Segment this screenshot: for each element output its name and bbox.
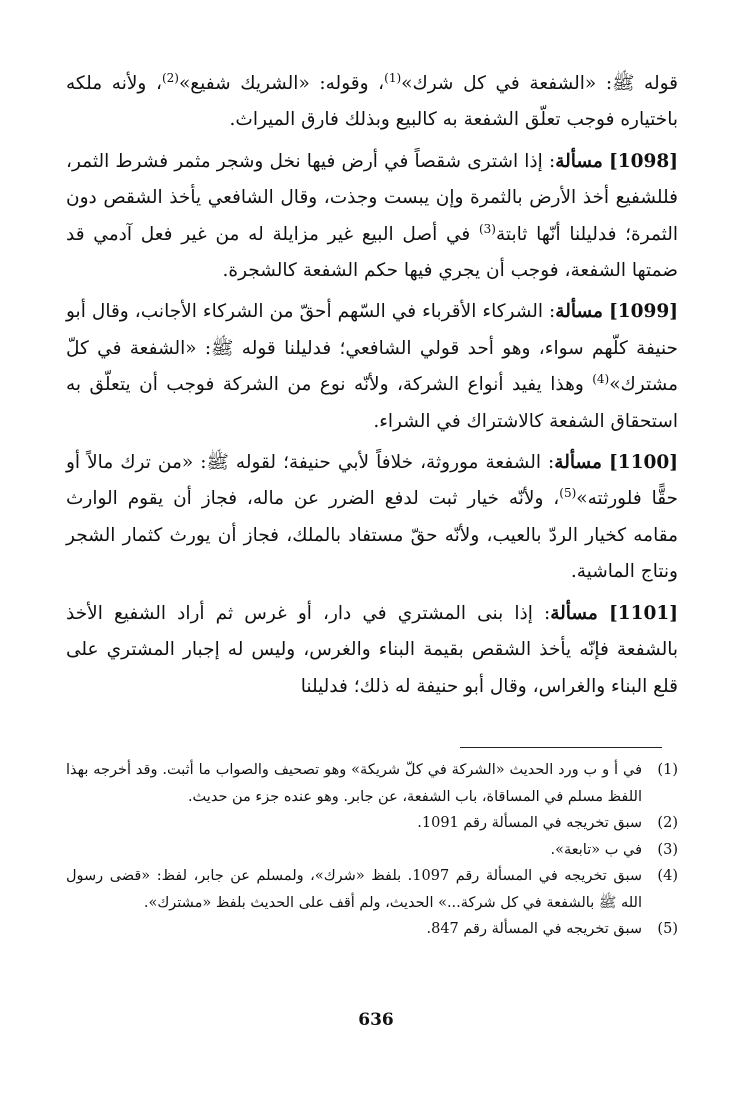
intro-paragraph — [66, 66, 678, 139]
footnote-ref-4[interactable]: (4) — [592, 372, 610, 387]
question-1100 — [66, 445, 678, 591]
intro-text-1: قوله ﷺ: «الشفعة في كل شرك» — [401, 73, 679, 94]
question-number: [1098] — [608, 150, 678, 172]
page-number: 636 — [358, 1010, 394, 1030]
footnote-5 — [66, 916, 678, 943]
footnote-ref-2[interactable]: (2) — [161, 70, 179, 85]
question-text-1: : الشركاء الأقرباء في السّهم أحقّ من الشركاء الأجانب، وقال أبو حنيفة كلّهم سواء، وهو أحد قولي الشافعي؛ فدليلنا قوله ﷺ: «الشفعة في كلّ مشترك» — [66, 301, 678, 396]
footnote-text: في أ و ب ورد الحديث «الشركة في كلّ شريكة» وهو تصحيف والصواب ما أثبت. وقد أخرجه بهذا اللفظ مسلم في المساقاة، باب الشفعة، عن جابر. وهو عنده جزء من حديث. — [66, 762, 642, 805]
footnote-number: (2) — [657, 815, 678, 831]
question-text-2: ، ولأنّه خيار ثبت لدفع الضرر عن ماله، فجاز أن يقوم الوارث مقامه كخيار الردّ بالعيب، ولأنّه حقّ مستفاد بالملك، فجاز أن يورث كثمار الشجر ونتاج الماشية. — [66, 488, 678, 583]
question-number: [1100] — [608, 452, 678, 474]
footnote-number: (1) — [657, 762, 678, 778]
question-text-2: في أصل البيع غير مزايلة له من غير فعل آدمي قد ضمتها الشفعة، فوجب أن يجري فيها حكم الشفعة كالشجرة. — [66, 223, 678, 282]
intro-text-3: ، ولأنه ملكه باختياره فوجب تعلّق الشفعة به كالبيع وبذلك فارق الميراث. — [66, 73, 678, 131]
main-text — [66, 66, 678, 710]
footnote-3 — [66, 837, 678, 864]
footnote-ref-5[interactable]: (5) — [559, 486, 577, 501]
footnote-ref-3[interactable]: (3) — [478, 221, 496, 236]
question-1101 — [66, 596, 678, 705]
footnote-text: سبق تخريجه في المسألة رقم 847. — [426, 921, 642, 937]
question-label: مسألة — [550, 602, 598, 624]
footnote-text: سبق تخريجه في المسألة رقم 1091. — [417, 815, 642, 831]
footnote-number: (3) — [657, 841, 678, 858]
footnote-number: (5) — [657, 921, 678, 937]
question-text-1: : الشفعة موروثة، خلافاً لأبي حنيفة؛ لقوله ﷺ: «من ترك مالاً أو حقًّا فلورثته» — [66, 452, 678, 510]
intro-text-2: ، وقوله: «الشريك شفيع» — [178, 73, 385, 94]
question-label: مسألة — [554, 452, 602, 474]
question-number: [1099] — [608, 301, 678, 323]
question-text-1: : إذا اشترى شقصاً في أرض فيها نخل وشجر مثمر فشرط الثمر، فللشفيع أخذ الأرض بالثمرة وإن يبست وجذت، وقال الشافعي يأخذ الشقص دون الثمرة؛ فدليلنا أنّها ثابتة — [66, 150, 679, 245]
question-text-1: : إذا بنى المشتري في دار، أو غرس ثم أراد الشفيع الأخذ بالشفعة فإنّه يأخذ الشقص بقيمة البناء والغرس، وليس له إجبار المشتري على قلع البناء والغراس، وقال أبو حنيفة له ذلك؛ فدليلنا — [66, 602, 678, 697]
footnote-divider — [460, 747, 662, 748]
footnotes — [66, 757, 678, 943]
question-label: مسألة — [555, 150, 603, 172]
footnote-1 — [66, 757, 678, 810]
footnote-ref-1[interactable]: (1) — [384, 70, 402, 85]
question-1099 — [66, 294, 678, 440]
question-1098 — [66, 144, 678, 290]
question-text-2: وهذا يفيد أنواع الشركة، ولأنّه نوع من الشركة فوجب أن يتعلّق به استحقاق الشفعة كالاشتراك في الشراء. — [66, 374, 678, 432]
footnote-text: سبق تخريجه في المسألة رقم 1097. بلفظ «شرك»، ولمسلم عن جابر، لفظ: «قضى رسول الله ﷺ بالشفعة في كل شركة...» الحديث، ولم أقف على الحديث بلفظ «مشترك». — [66, 868, 642, 911]
question-number: [1101] — [608, 602, 678, 624]
footnote-text: في ب «تابعة». — [550, 841, 642, 858]
footnote-number: (4) — [657, 868, 678, 884]
footnote-4 — [66, 863, 678, 916]
footnote-2 — [66, 810, 678, 837]
question-label: مسألة — [555, 301, 603, 323]
